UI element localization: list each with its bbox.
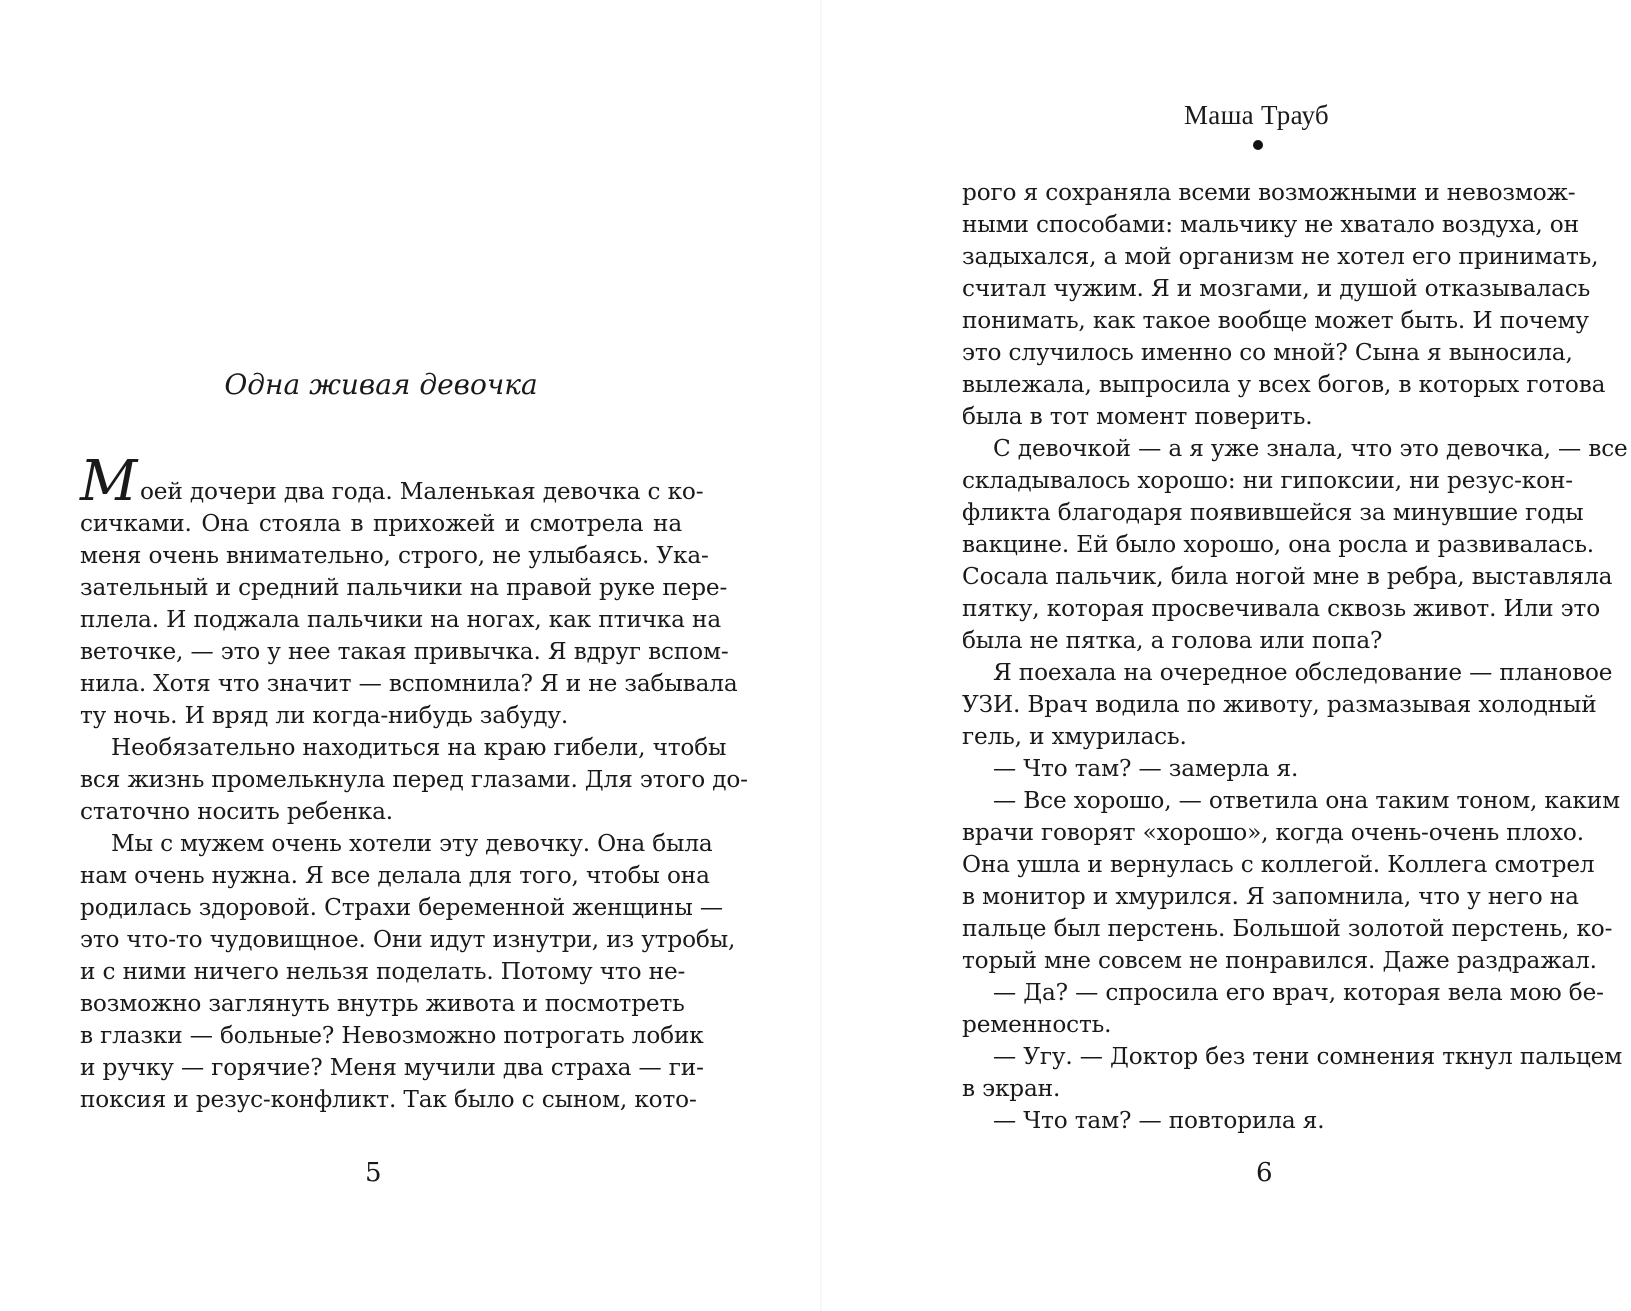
chapter-title: Одна живая девочка bbox=[224, 368, 538, 401]
text-line: это что-то чудовищное. Они идут изнутри, из утробы, bbox=[80, 926, 736, 953]
text-line: статочно носить ребенка. bbox=[80, 798, 394, 825]
running-head bbox=[822, 98, 1631, 133]
text-line: в глазки — больные? Невозможно потрогать лобик bbox=[80, 1022, 704, 1049]
text-line: веточке, — это у нее такая привычка. Я вдруг вспом- bbox=[80, 638, 729, 665]
text-line: Сосала пальчик, била ногой мне в ребра, выставляла bbox=[962, 563, 1613, 590]
text-line: это случилось именно со мной? Сына я выносила, bbox=[962, 339, 1573, 366]
text-line: Необязательно находиться на краю гибели, чтобы bbox=[111, 734, 727, 761]
page-number: 5 bbox=[365, 1158, 382, 1188]
text-line: складывалось хорошо: ни гипоксии, ни резус-кон- bbox=[962, 467, 1573, 494]
text-line: рого я сохраняла всеми возможными и невозмож- bbox=[962, 179, 1576, 206]
text-line: считал чужим. Я и мозгами, и душой отказывалась bbox=[962, 275, 1591, 302]
text-line: была не пятка, а голова или попа? bbox=[962, 627, 1383, 654]
text-line: врачи говорят «хорошо», когда очень-очень плохо. bbox=[962, 819, 1584, 846]
text-line: была в тот момент поверить. bbox=[962, 403, 1313, 430]
text-line: ными способами: мальчику не хватало воздуха, он bbox=[962, 211, 1579, 238]
text-line: нам очень нужна. Я все делала для того, чтобы она bbox=[80, 862, 710, 889]
text-line: в монитор и хмурился. Я запомнила, что у него на bbox=[962, 883, 1579, 910]
text-line: УЗИ. Врач водила по животу, размазывая холодный bbox=[962, 691, 1597, 718]
text-line: и с ними ничего нельзя поделать. Потому что не- bbox=[80, 958, 686, 985]
text-line: вылежала, выпросила у всех богов, в которых готова bbox=[962, 371, 1606, 398]
text-line: нила. Хотя что значит — вспомнила? Я и не забывала bbox=[80, 670, 738, 697]
text-line: — Что там? — замерла я. bbox=[993, 755, 1299, 782]
text-line: — Все хорошо, — ответила она таким тоном, каким bbox=[993, 787, 1620, 814]
text-line: торый мне совсем не понравился. Даже раздражал. bbox=[962, 947, 1597, 974]
author-name: Маша Трауб bbox=[1184, 100, 1329, 130]
right-page bbox=[822, 0, 1631, 1311]
right-page-text bbox=[962, 177, 1628, 1137]
text-line: плела. И поджала пальчики на ногах, как птичка на bbox=[80, 606, 722, 633]
text-line: вакцине. Ей было хорошо, она росла и развивалась. bbox=[962, 531, 1595, 558]
text-line: пальце был перстень. Большой золотой перстень, ко- bbox=[962, 915, 1613, 942]
text-line: задыхался, а мой организм не хотел его принимать, bbox=[962, 243, 1599, 270]
text-line: возможно заглянуть внутрь живота и посмотреть bbox=[80, 990, 685, 1017]
text-line: Мы с мужем очень хотели эту девочку. Она была bbox=[111, 830, 713, 857]
text-line: родилась здоровой. Страхи беременной женщины — bbox=[80, 894, 723, 921]
text-line: фликта благодаря появившейся за минувшие годы bbox=[962, 499, 1584, 526]
text-line: — Да? — спросила его врач, которая вела мою бе- bbox=[993, 979, 1604, 1006]
text-line: меня очень внимательно, строго, не улыбаясь. Ука- bbox=[80, 542, 709, 569]
text-line: понимать, как такое вообще может быть. И почему bbox=[962, 307, 1589, 334]
text-line: С девочкой — а я уже знала, что это девочка, — все bbox=[993, 435, 1628, 462]
text-line bbox=[80, 449, 704, 514]
text-line: и ручку — горячие? Меня мучили два страха — ги- bbox=[80, 1054, 704, 1081]
text-line: сичками. Она стояла в прихожей и смотрела на bbox=[80, 510, 682, 537]
text-line: вся жизнь промелькнула перед глазами. Для этого до- bbox=[80, 766, 748, 793]
left-page-text bbox=[80, 449, 748, 1116]
text-line: — Угу. — Доктор без тени сомнения ткнул пальцем bbox=[993, 1043, 1623, 1070]
ornament-dot-icon bbox=[1253, 140, 1263, 150]
text-line: гель, и хмурилась. bbox=[962, 723, 1187, 750]
text-line: — Что там? — повторила я. bbox=[993, 1107, 1325, 1134]
page-number: 6 bbox=[1256, 1158, 1273, 1188]
text-line: ту ночь. И вряд ли когда-нибудь забуду. bbox=[80, 702, 569, 729]
text-line: Я поехала на очередное обследование — плановое bbox=[993, 659, 1613, 686]
text-line: Она ушла и вернулась с коллегой. Коллега смотрел bbox=[962, 851, 1595, 878]
text-line: ременность. bbox=[962, 1011, 1112, 1038]
text-line: в экран. bbox=[962, 1075, 1061, 1102]
text-line-content: оей дочери два года. Маленькая девочка с ко- bbox=[140, 478, 704, 505]
text-line: поксия и резус-конфликт. Так было с сыном, кото- bbox=[80, 1086, 697, 1113]
drop-cap: М bbox=[80, 449, 138, 514]
text-line: зательный и средний пальчики на правой руке пере- bbox=[80, 574, 728, 601]
text-line: пятку, которая просвечивала сквозь живот. Или это bbox=[962, 595, 1601, 622]
